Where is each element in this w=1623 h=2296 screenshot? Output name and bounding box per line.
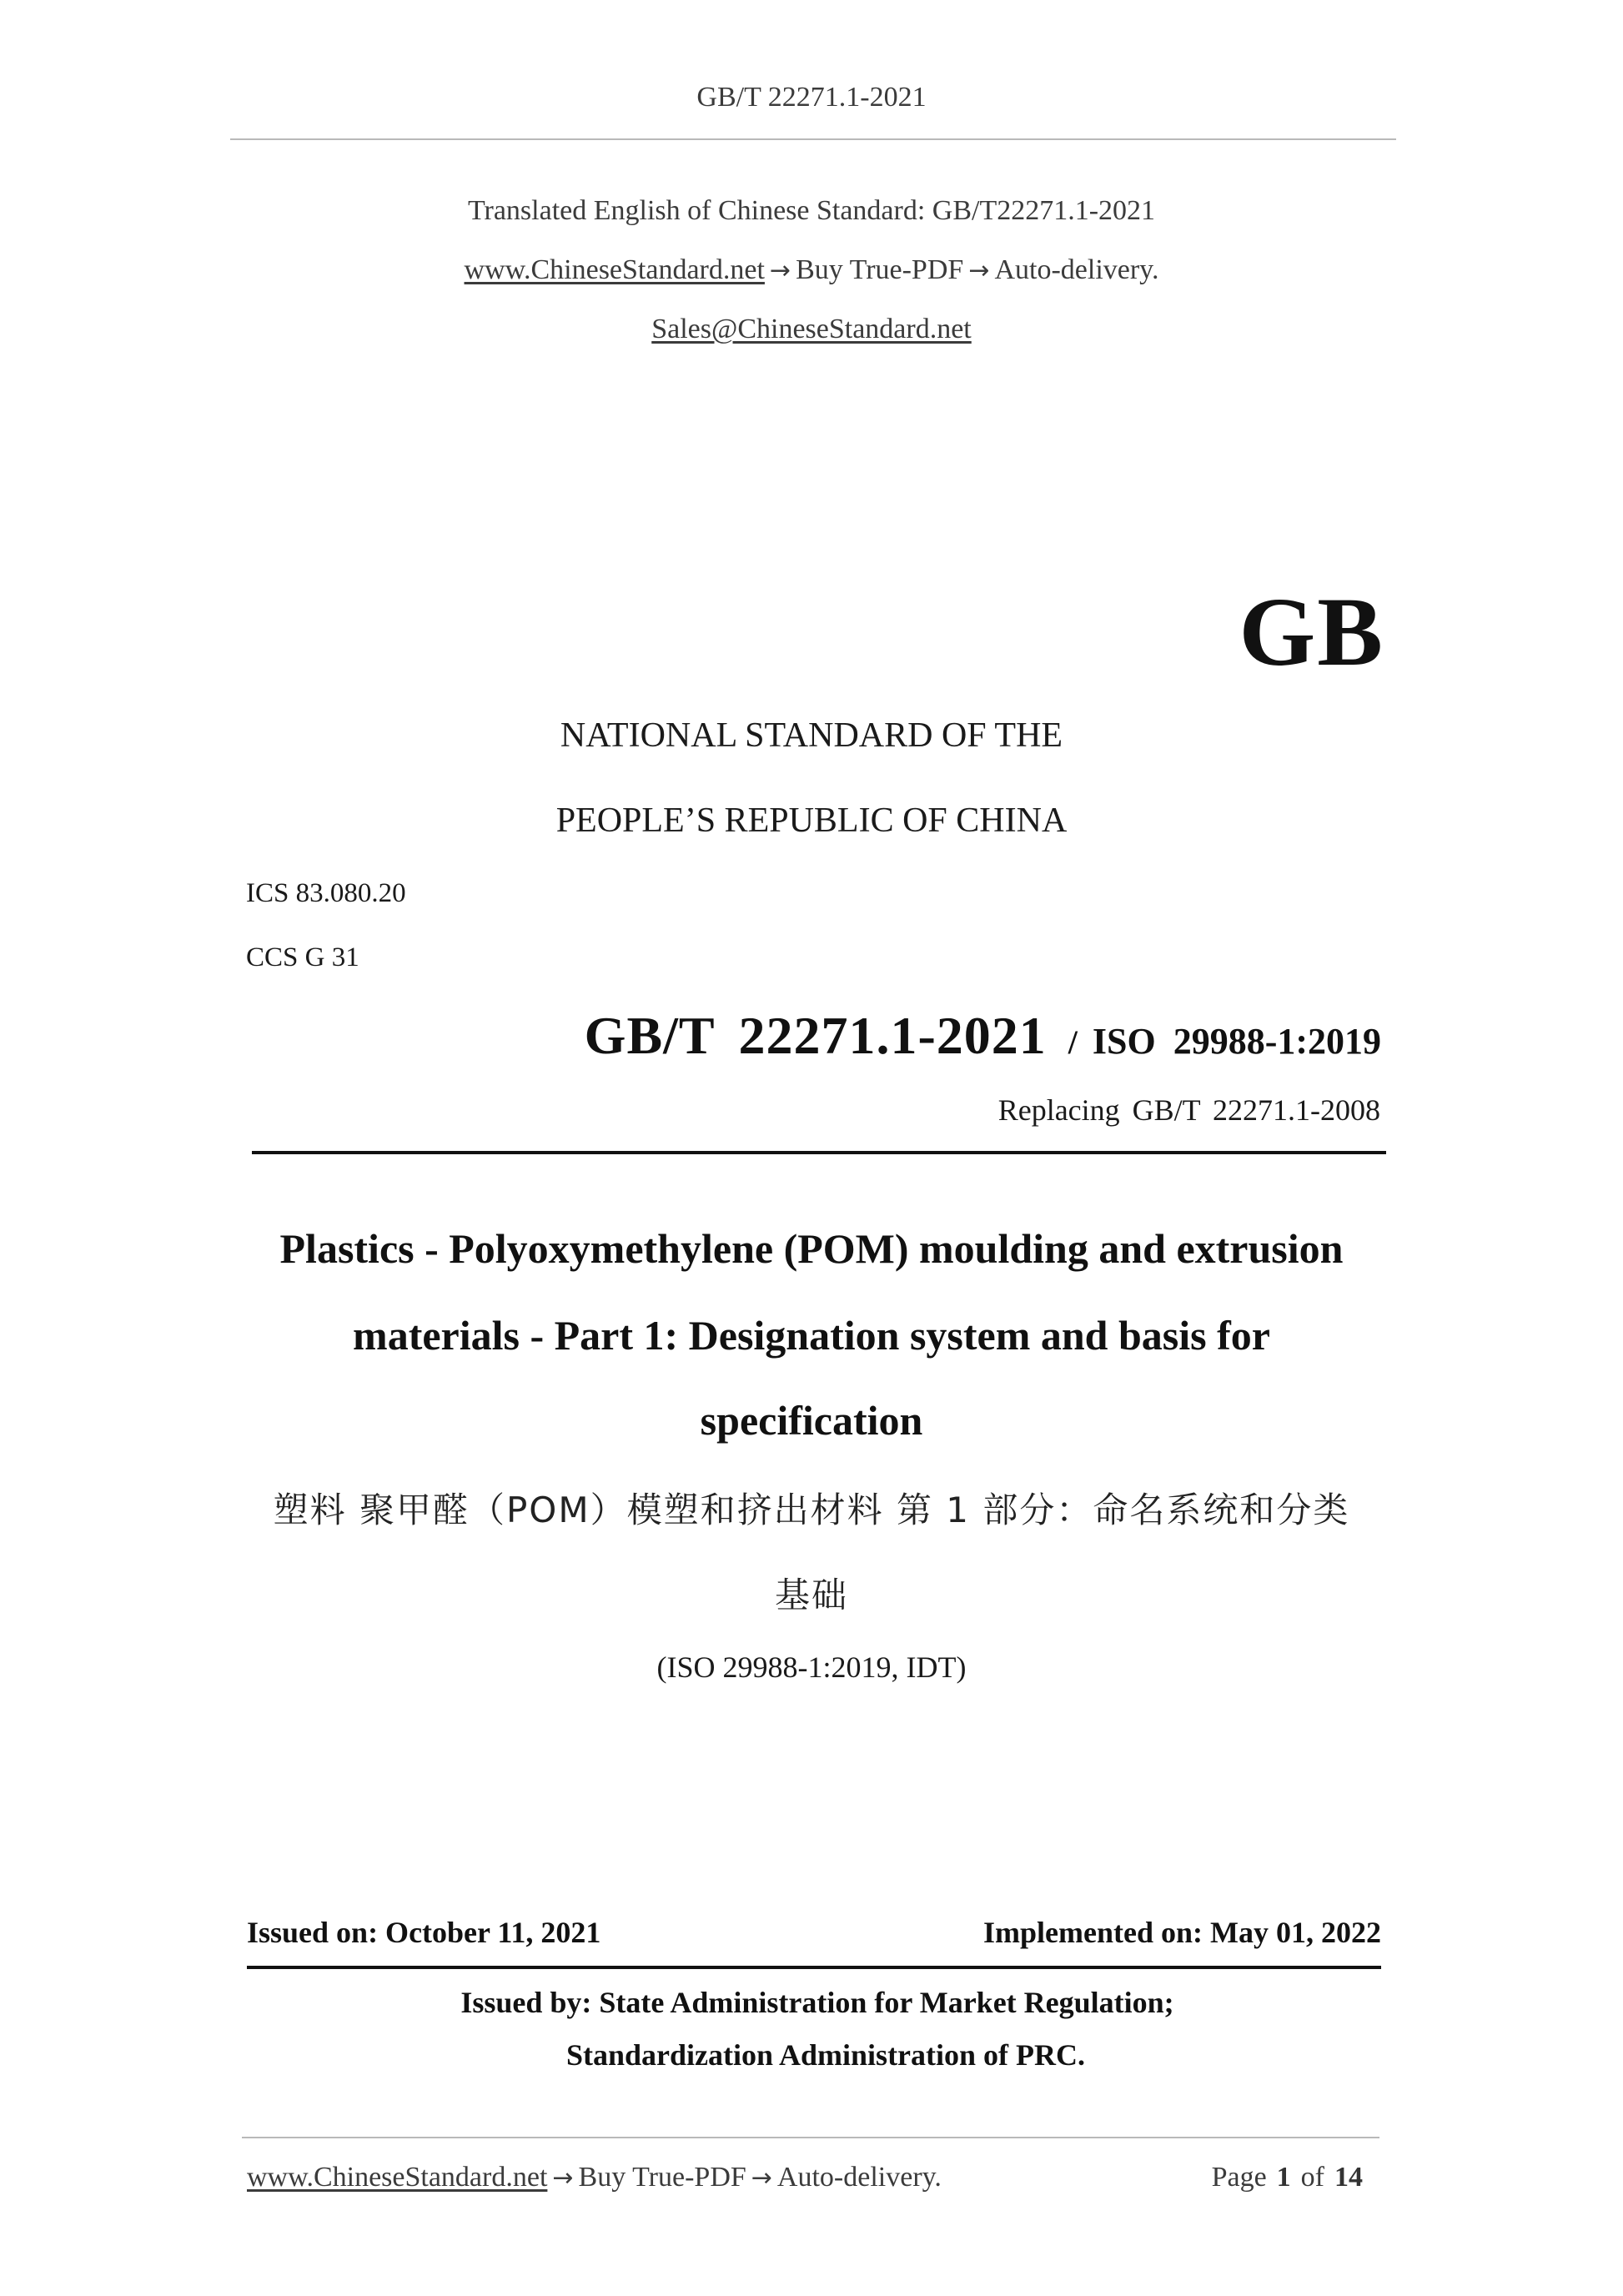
replacing-note: Replacing GB/T 22271.1-2008 [997, 1093, 1380, 1127]
delivery-label: Auto-delivery. [994, 254, 1159, 285]
standard-separator: / [1068, 1023, 1078, 1061]
title-rule [252, 1151, 1386, 1154]
english-title-line1: Plastics - Polyoxymethylene (POM) moulding and extrusion [279, 1225, 1344, 1272]
standard-number-row [585, 1005, 1381, 1067]
running-header: GB/T 22271.1-2021 [696, 82, 927, 113]
issued-by-line1: Issued by: State Administration for Market Regulation; [460, 1986, 1174, 2019]
translated-notice: Translated English of Chinese Standard: GB/T22271.1-2021 [467, 195, 1156, 226]
adoption-note: (ISO 29988-1:2019, IDT) [656, 1650, 967, 1684]
buy-line [0, 254, 1623, 286]
site-link[interactable]: www.ChineseStandard.net [464, 254, 765, 285]
right-arrow-icon: → [552, 2163, 574, 2193]
iso-number: ISO 29988-1:2019 [1092, 1021, 1381, 1062]
national-standard-line1: NATIONAL STANDARD OF THE [560, 716, 1063, 755]
standard-number: GB/T 22271.1-2021 [584, 1006, 1047, 1065]
footer-delivery-label: Auto-delivery. [776, 2162, 942, 2193]
implemented-on: Implemented on: May 01, 2022 [983, 1916, 1381, 1949]
english-title-line2: materials - Part 1: Designation system and basis for [353, 1312, 1270, 1359]
sales-email-link[interactable]: Sales@ChineseStandard.net [651, 314, 972, 344]
issued-on: Issued on: October 11, 2021 [247, 1916, 601, 1949]
buy-label: Buy True-PDF [796, 254, 964, 285]
right-arrow-icon: → [769, 256, 791, 285]
page-label: Page [1211, 2162, 1267, 2193]
issued-by-line2: Standardization Administration of PRC. [565, 2038, 1086, 2072]
footer-buy-label: Buy True-PDF [578, 2162, 746, 2193]
footer-links [247, 2162, 942, 2193]
english-title-line3: specification [700, 1397, 923, 1444]
right-arrow-icon: → [751, 2163, 772, 2193]
footer-site-link[interactable]: www.ChineseStandard.net [247, 2162, 548, 2193]
page-indicator [1212, 2162, 1373, 2193]
ics-code: ICS 83.080.20 [246, 878, 406, 908]
chinese-title-line2: 基础 [774, 1575, 848, 1615]
footer-rule [242, 2137, 1379, 2138]
date-rule [247, 1966, 1381, 1969]
header-rule [230, 138, 1396, 140]
national-standard-line2: PEOPLE’S REPUBLIC OF CHINA [555, 801, 1068, 840]
ccs-code: CCS G 31 [246, 942, 359, 972]
chinese-title-line1: 塑料 聚甲醛（POM）模塑和挤出材料 第 1 部分：命名系统和分类 [273, 1490, 1350, 1530]
right-arrow-icon: → [968, 256, 990, 285]
page-current: 1 [1276, 2162, 1291, 2193]
page-total: 14 [1334, 2162, 1363, 2193]
sales-line [0, 314, 1623, 345]
gb-mark: GB [1239, 577, 1384, 686]
page-of: of [1300, 2162, 1324, 2193]
